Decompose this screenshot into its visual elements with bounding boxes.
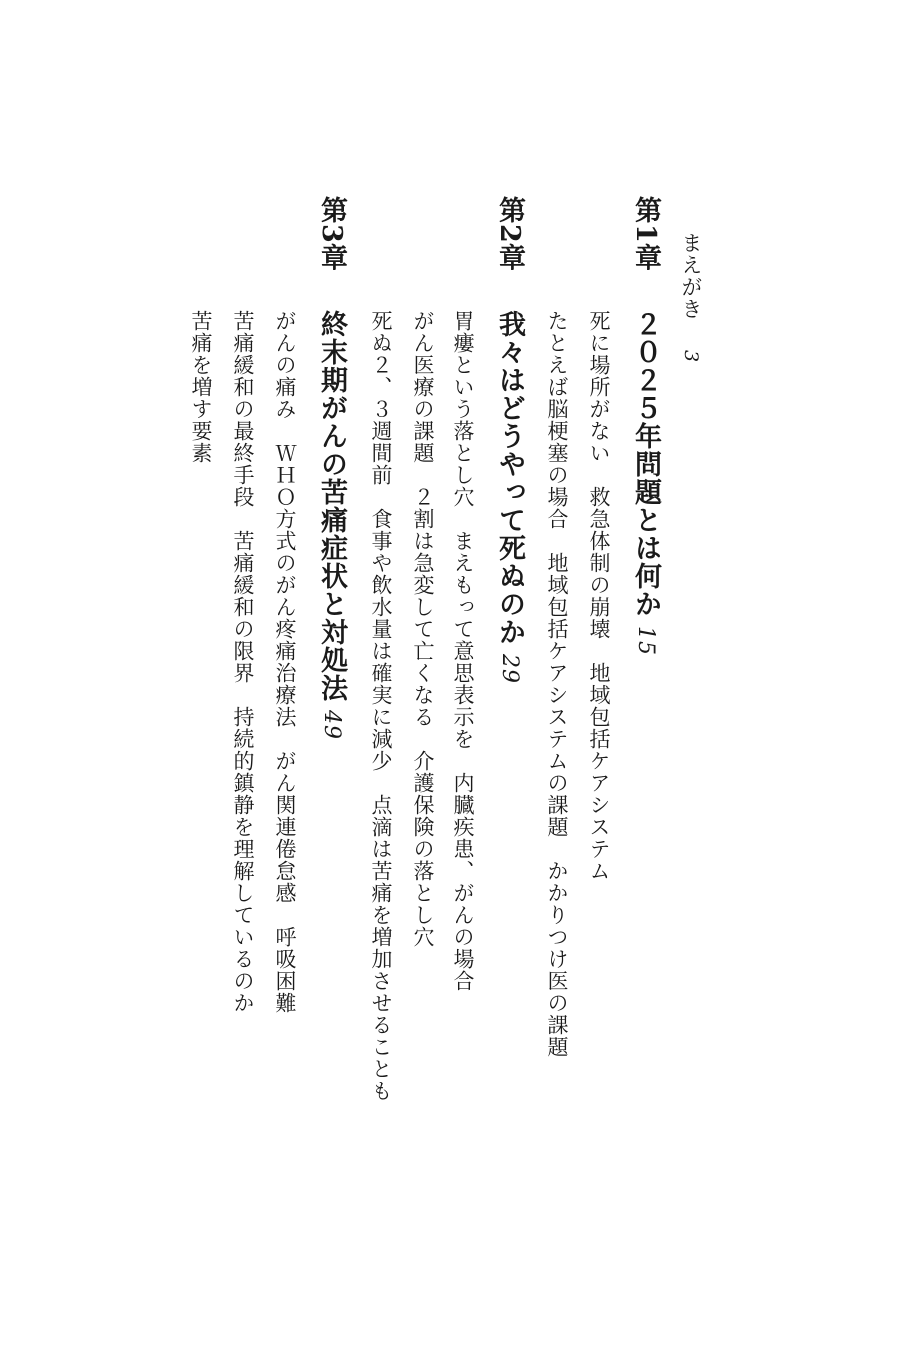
preface-title: まえがき [679, 232, 703, 320]
chapter-1-label: 第1章 [630, 196, 661, 272]
preface-entry [680, 232, 701, 363]
chapter-2-subtopics-line-3: 死ぬ２、３週間前 食事や飲水量は確実に減少 点滴は苦痛を増加させることも [369, 310, 393, 1102]
chapter-2-title-text: 我々はどうやって死ぬのか [494, 310, 525, 646]
preface-page-number: 3 [680, 350, 702, 364]
chapter-3-title-text: 終末期がんの苦痛症状と対処法 [316, 310, 347, 702]
chapter-2-page-number: 29 [497, 654, 522, 684]
chapter-2-label: 第2章 [494, 196, 525, 272]
chapter-3-subtopics-line-1: がんの痛み ＷＨＯ方式のがん疼痛治療法 がん関連倦怠感 呼吸困難 [273, 310, 297, 1014]
chapter-2-title [496, 310, 523, 684]
chapter-3-page-number: 49 [319, 710, 344, 740]
chapter-2-subtopics-line-2: がん医療の課題 ２割は急変して亡くなる 介護保険の落とし穴 [411, 310, 435, 948]
chapter-2-subtopics-line-1: 胃瘻という落とし穴 まえもって意思表示を 内臓疾患、がんの場合 [451, 310, 475, 992]
chapter-1-page-number: 15 [633, 626, 658, 656]
chapter-1-title [632, 310, 659, 656]
chapter-3-subtopics-line-3: 苦痛を増す要素 [189, 310, 213, 464]
chapter-3-title [318, 310, 345, 740]
chapter-1-subtopics-line-2: たとえば脳梗塞の場合 地域包括ケアシステムの課題 かかりつけ医の課題 [545, 310, 569, 1058]
chapter-3-label: 第3章 [316, 196, 347, 272]
chapter-1-title-text: ２０２５年問題とは何か [630, 310, 661, 618]
chapter-1-subtopics-line-1: 死に場所がない 救急体制の崩壊 地域包括ケアシステム [587, 310, 611, 882]
chapter-3-subtopics-line-2: 苦痛緩和の最終手段 苦痛緩和の限界 持続的鎮静を理解しているのか [231, 310, 255, 1014]
